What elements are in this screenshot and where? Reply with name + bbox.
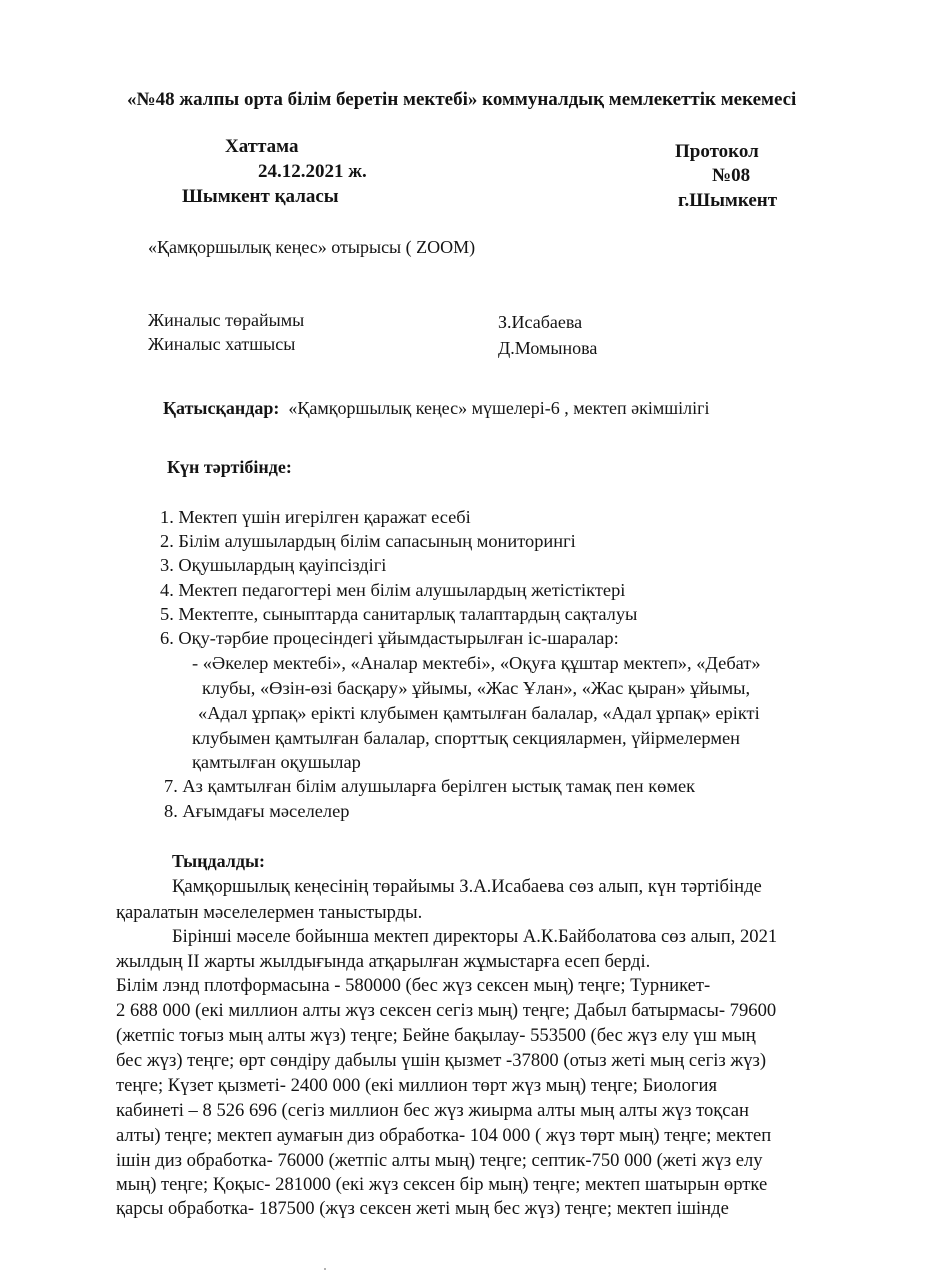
body-line: кабинеті – 8 526 696 (сегіз миллион бес жүз жиырма алты мың алты жүз тоқсан — [116, 1100, 749, 1121]
agenda-sub-line: клубы, «Өзін-өзі басқару» ұйымы, «Жас Ұлан», «Жас қыран» ұйымы, — [202, 678, 751, 698]
participants-label: Қатысқандар: — [163, 398, 280, 418]
agenda-item: 3. Оқушылардың қауіпсіздігі — [160, 555, 387, 575]
scan-speck — [324, 1268, 326, 1270]
agenda-sub-line: - «Әкелер мектебі», «Аналар мектебі», «Оқуға құштар мектеп», «Дебат» — [192, 653, 761, 673]
participants-text: «Қамқоршылық кеңес» мүшелері-6 , мектеп әкімшілігі — [288, 398, 710, 418]
agenda-item: 1. Мектеп үшін игерілген қаражат есебі — [160, 507, 471, 527]
agenda-item: 2. Білім алушылардың білім сапасының мониторингі — [160, 531, 576, 551]
body-line: ішін диз обработка- 76000 (жетпіс алты мың) теңге; септик-750 000 (жеті жүз елу — [116, 1150, 763, 1171]
agenda-item: 7. Аз қамтылған білім алушыларға берілген ыстық тамақ пен көмек — [164, 776, 696, 796]
agenda-sub-line: «Адал ұрпақ» ерікті клубымен қамтылған балалар, «Адал ұрпақ» ерікті — [198, 703, 760, 723]
agenda-item: 6. Оқу-тәрбие процесіндегі ұйымдастырылған іс-шаралар: — [160, 628, 619, 648]
body-line: Білім лэнд плотформасына - 580000 (бес жүз сексен мың) теңге; Турникет- — [116, 975, 711, 996]
agenda-heading: Күн тәртібінде: — [167, 457, 292, 477]
chair-label: Жиналыс төрайымы — [148, 310, 305, 330]
agenda-item: 8. Ағымдағы мәселелер — [164, 801, 350, 821]
body-line: 2 688 000 (екі миллион алты жүз сексен сегіз мың) теңге; Дабыл батырмасы- 79600 — [116, 1000, 777, 1021]
body-line: (жетпіс тоғыз мың алты жүз) теңге; Бейне бақылау- 553500 (бес жүз елу үш мың — [116, 1025, 756, 1046]
secretary-label: Жиналыс хатшысы — [148, 334, 296, 354]
protocol-city-kz: Шымкент қаласы — [182, 186, 339, 207]
protocol-title-ru: Протокол — [675, 141, 759, 162]
organization-title: «№48 жалпы орта білім беретін мектебі» коммуналдық мемлекеттік мекемесі — [127, 89, 797, 110]
protocol-title-kz: Хаттама — [225, 136, 299, 157]
body-line: теңге; Күзет қызметі- 2400 000 (екі миллион төрт жүз мың) теңге; Биология — [116, 1075, 717, 1096]
chair-name: З.Исабаева — [498, 312, 583, 332]
body-line: қарсы обработка- 187500 (жүз сексен жеті мың бес жүз) теңге; мектеп ішінде — [116, 1198, 729, 1219]
protocol-number: №08 — [712, 165, 751, 186]
body-line: мың) теңге; Қоқыс- 281000 (екі жүз сексен бір мың) теңге; мектеп шатырын өртке — [116, 1174, 768, 1195]
body-line: қаралатын мәселелермен таныстырды. — [116, 902, 423, 923]
secretary-name: Д.Момынова — [498, 338, 598, 358]
agenda-sub-line: клубымен қамтылған балалар, спорттық секциялармен, үйірмелермен — [192, 728, 740, 748]
agenda-sub-line: қамтылған оқушылар — [192, 752, 361, 772]
participants-line — [163, 398, 710, 419]
heard-heading: Тыңдалды: — [172, 851, 266, 871]
body-line: Бірінші мәселе бойынша мектеп директоры А.К.Байболатова сөз алып, 2021 — [172, 926, 778, 947]
protocol-date: 24.12.2021 ж. — [258, 161, 367, 182]
protocol-city-ru: г.Шымкент — [678, 190, 778, 211]
body-line: бес жүз) теңге; өрт сөндіру дабылы үшін қызмет -37800 (отыз жеті мың сегіз жүз) — [116, 1050, 767, 1071]
meeting-title: «Қамқоршылық кеңес» отырысы ( ZOOM) — [148, 237, 476, 257]
body-line: алты) теңге; мектеп аумағын диз обработка- 104 000 ( жүз төрт мың) теңге; мектеп — [116, 1125, 772, 1146]
body-line: жылдың II жарты жылдығында атқарылған жұмыстарға есеп берді. — [116, 951, 651, 972]
agenda-item: 5. Мектепте, сыныптарда санитарлық талаптардың сақталуы — [160, 604, 638, 624]
agenda-item: 4. Мектеп педагогтері мен білім алушылардың жетістіктері — [160, 580, 626, 600]
body-line: Қамқоршылық кеңесінің төрайымы З.А.Исабаева сөз алып, күн тәртібінде — [172, 876, 762, 897]
